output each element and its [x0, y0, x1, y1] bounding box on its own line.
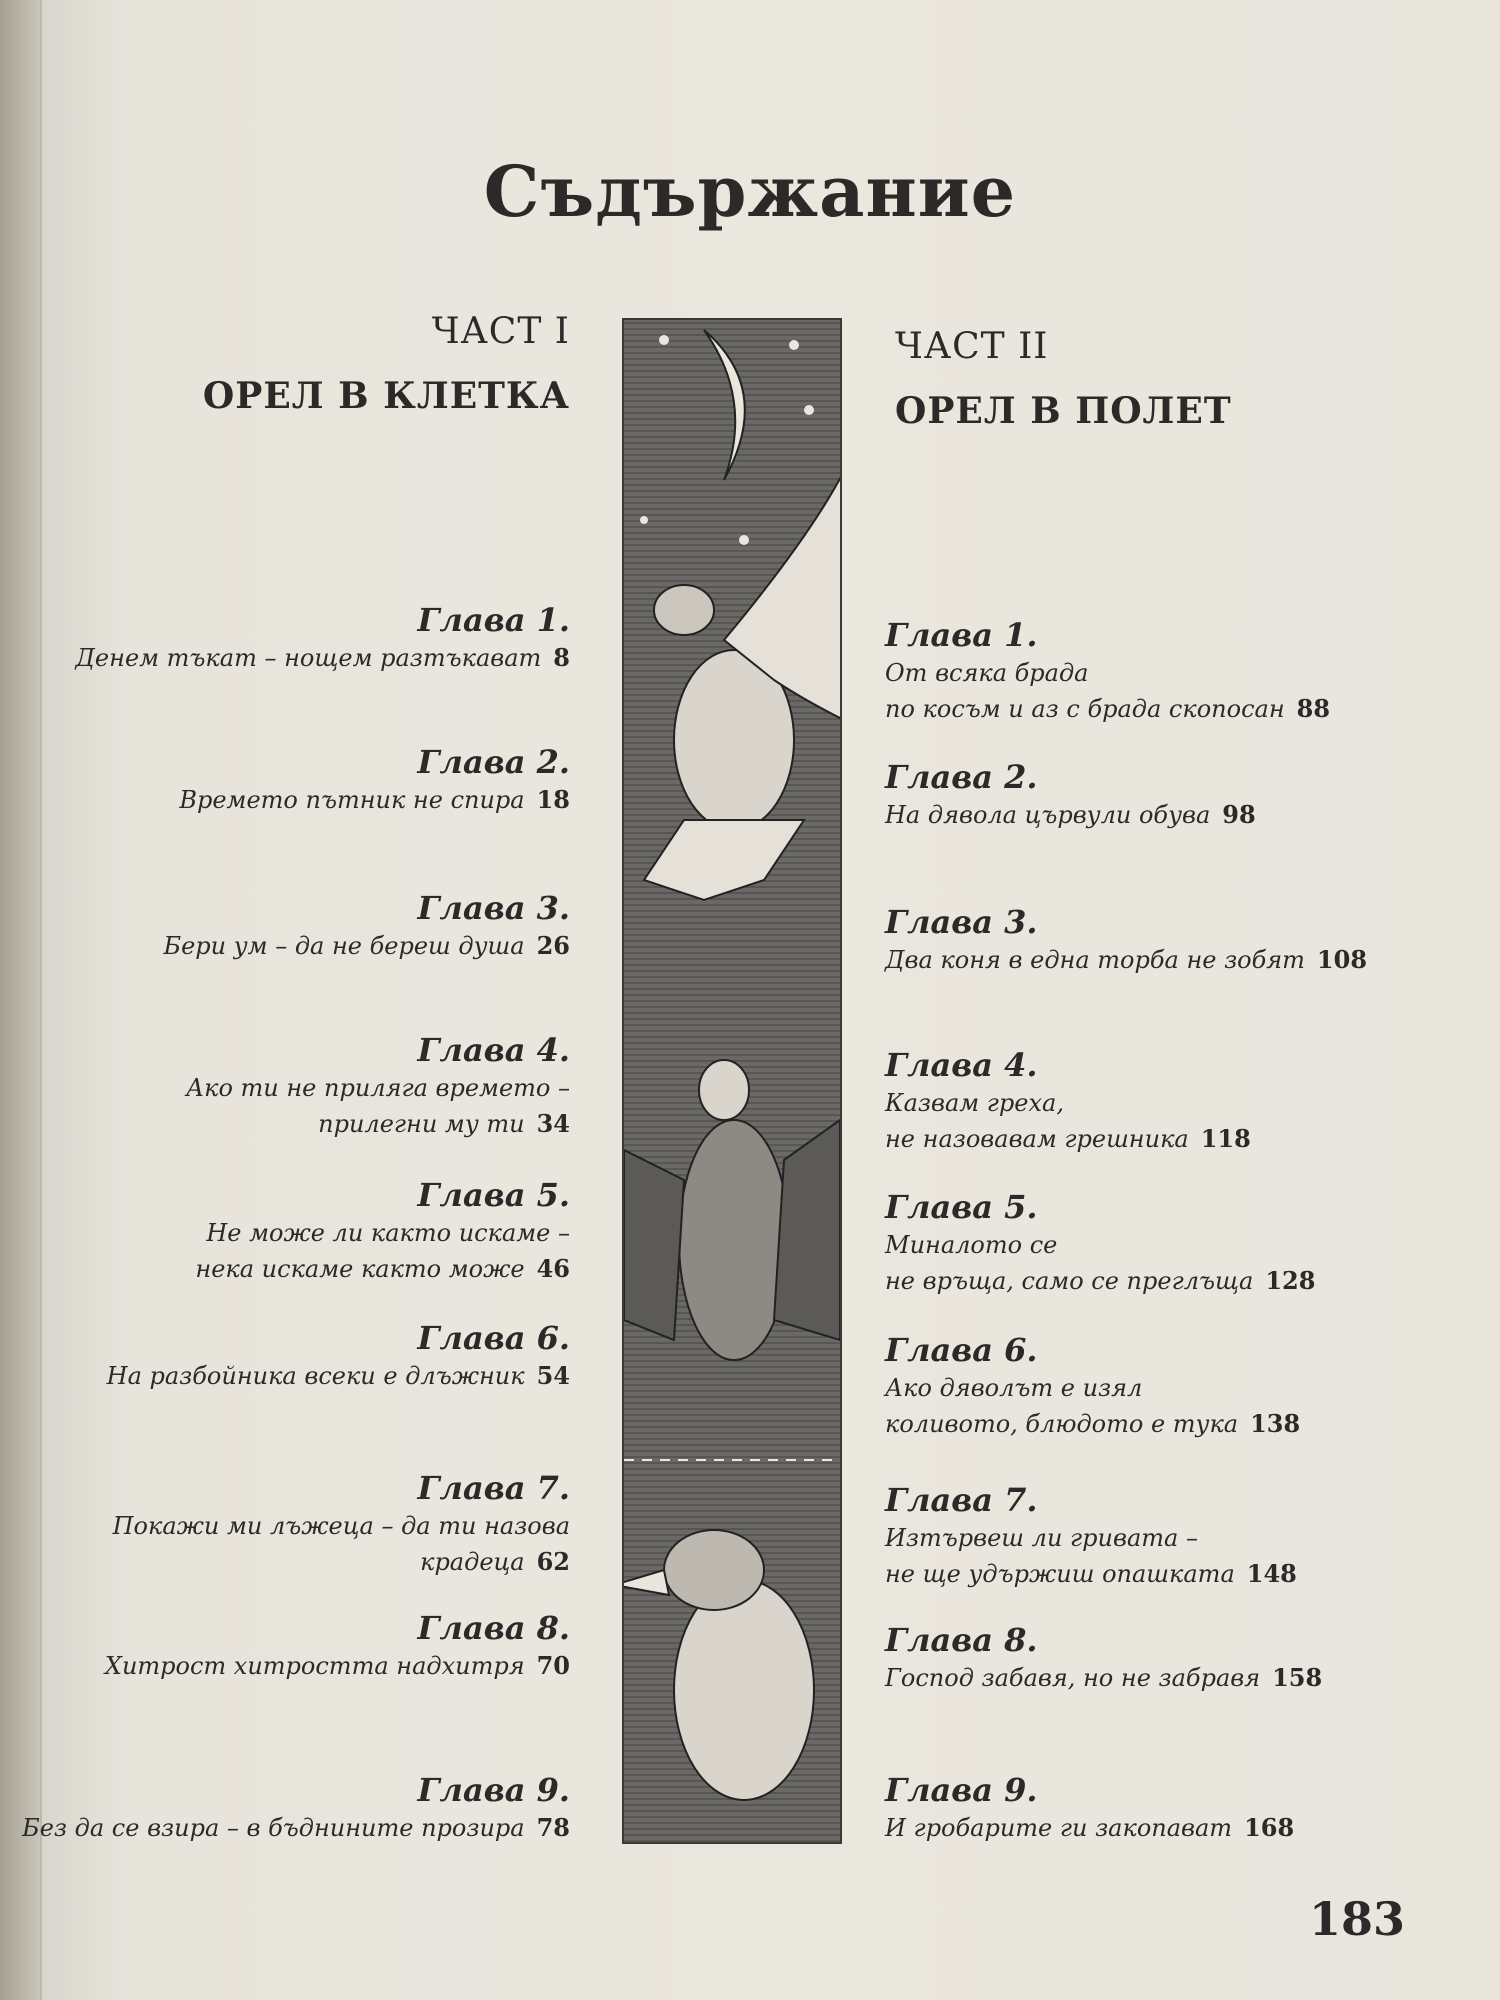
chapter-page-number: 168: [1244, 1813, 1295, 1842]
chapter-title-text: Времето пътник не спира: [179, 786, 525, 814]
right-chapter-entry: [885, 902, 1367, 978]
part-1-name: ОРЕЛ В КЛЕТКА: [202, 375, 570, 417]
chapter-label: Глава 1.: [885, 616, 1038, 654]
chapter-title-line: [75, 640, 570, 676]
chapter-title-line: [107, 1358, 570, 1394]
chapter-page-number: 18: [536, 785, 570, 814]
chapter-title-line: [885, 1121, 1251, 1157]
chapter-title-text: Без да се взира – в бъднините прозира: [22, 1814, 525, 1842]
chapter-label: Глава 7.: [885, 1481, 1038, 1519]
chapter-title-text: На разбойника всеки е длъжник: [106, 1362, 525, 1390]
chapter-label: Глава 8.: [885, 1621, 1038, 1659]
chapter-label: Глава 4.: [885, 1046, 1038, 1084]
left-chapter-entry: [195, 1175, 570, 1287]
chapter-title-text: Покажи ми лъжеца – да ти назова: [112, 1512, 570, 1540]
chapter-title-line: [186, 1106, 570, 1142]
part-1-heading: [203, 300, 570, 428]
left-chapter-entry: [179, 742, 570, 818]
right-chapter-entry: [885, 1330, 1300, 1442]
left-chapter-entry: [163, 888, 570, 964]
chapter-title-text: крадеца: [420, 1548, 525, 1576]
left-chapter-entry: [75, 600, 570, 676]
chapter-title-text: Денем тъкат – нощем разтъкават: [75, 644, 542, 672]
chapter-title-line: [885, 691, 1330, 727]
chapter-page-number: 108: [1316, 945, 1368, 974]
part-2-name: ОРЕЛ В ПОЛЕТ: [895, 390, 1232, 432]
chapter-title-line: [885, 1263, 1315, 1299]
chapter-title-text: не ще удържиш опашката: [885, 1560, 1235, 1588]
left-chapter-entry: [107, 1318, 570, 1394]
chapter-label: Глава 5.: [885, 1188, 1038, 1226]
chapter-title-line: [195, 1251, 570, 1287]
chapter-title-line: [885, 1660, 1322, 1696]
chapter-label: Глава 1.: [417, 601, 570, 639]
chapter-page-number: 46: [536, 1254, 570, 1283]
chapter-page-number: 148: [1246, 1559, 1297, 1588]
page-title: Съдържание: [483, 150, 1017, 233]
chapter-title-text: Изтървеш ли гривата –: [885, 1524, 1198, 1552]
chapter-title-text: Два коня в една торба не зобят: [885, 946, 1305, 974]
chapter-title-line: [885, 1227, 1315, 1263]
page-number: 183: [1308, 1892, 1405, 1946]
part-2-heading: [895, 315, 1232, 443]
chapter-page-number: 118: [1200, 1124, 1251, 1153]
chapter-title-text: не връща, само се преглъща: [885, 1267, 1254, 1295]
chapter-title-text: по косъм и аз с брада скопосан: [885, 695, 1285, 723]
chapter-page-number: 98: [1222, 800, 1256, 829]
chapter-title-text: не назовавам грешника: [885, 1125, 1189, 1153]
chapter-title-text: коливото, блюдото е тука: [885, 1410, 1239, 1438]
chapter-title-text: И гробарите ги закопават: [885, 1814, 1233, 1842]
chapter-title-text: От всяка брада: [885, 659, 1089, 687]
chapter-title-line: [885, 1406, 1300, 1442]
chapter-page-number: 62: [536, 1547, 570, 1576]
chapter-label: Глава 4.: [417, 1031, 570, 1069]
chapter-page-number: 158: [1272, 1663, 1323, 1692]
right-chapter-entry: [885, 757, 1256, 833]
chapter-title-line: [885, 1085, 1251, 1121]
chapter-title-line: [885, 1370, 1300, 1406]
left-chapter-entry: [105, 1608, 570, 1684]
chapter-page-number: 88: [1296, 694, 1331, 723]
chapter-page-number: 26: [536, 931, 570, 960]
chapter-title-line: [885, 655, 1330, 691]
chapter-title-text: Бери ум – да не береш душа: [163, 932, 525, 960]
chapter-title-line: [22, 1810, 570, 1846]
right-chapter-entry: [885, 1620, 1322, 1696]
chapter-page-number: 138: [1250, 1409, 1301, 1438]
chapter-page-number: 78: [536, 1813, 570, 1842]
chapter-label: Глава 5.: [417, 1176, 570, 1214]
chapter-page-number: 70: [536, 1651, 570, 1680]
chapter-label: Глава 9.: [417, 1771, 570, 1809]
chapter-label: Глава 9.: [885, 1771, 1038, 1809]
chapter-page-number: 54: [536, 1361, 570, 1390]
right-chapter-entry: [885, 1480, 1297, 1592]
page-edge: [0, 0, 40, 2000]
chapter-title-text: Казвам греха,: [885, 1089, 1064, 1117]
chapter-title-line: [113, 1508, 570, 1544]
chapter-title-line: [163, 928, 570, 964]
part-2-label: ЧАСТ II: [895, 326, 1049, 367]
right-chapter-entry: [885, 1187, 1315, 1299]
left-chapter-entry: [22, 1770, 570, 1846]
right-chapter-entry: [885, 1770, 1294, 1846]
chapter-title-line: [885, 797, 1256, 833]
chapter-title-text: Ако дяволът е изял: [885, 1374, 1143, 1402]
chapter-title-line: [885, 1520, 1297, 1556]
chapter-page-number: 128: [1265, 1266, 1316, 1295]
chapter-label: Глава 7.: [417, 1469, 570, 1507]
chapter-title-text: Миналото се: [885, 1231, 1058, 1259]
part-1-label: ЧАСТ I: [431, 311, 570, 352]
chapter-title-line: [885, 1810, 1294, 1846]
chapter-label: Глава 8.: [417, 1609, 570, 1647]
chapter-page-number: 34: [536, 1109, 570, 1138]
chapter-title-text: прилегни му ти: [318, 1110, 525, 1138]
chapter-title-line: [179, 782, 570, 818]
chapter-label: Глава 2.: [885, 758, 1038, 796]
chapter-title-text: Хитрост хитростта надхитря: [104, 1652, 525, 1680]
chapter-label: Глава 6.: [885, 1331, 1038, 1369]
chapter-title-text: Ако ти не приляга времето –: [185, 1074, 570, 1102]
chapter-label: Глава 6.: [417, 1319, 570, 1357]
left-chapter-entry: [186, 1030, 570, 1142]
chapter-label: Глава 3.: [417, 889, 570, 927]
left-chapter-entry: [113, 1468, 570, 1580]
eagle-illustration: [622, 318, 842, 1844]
chapter-title-line: [186, 1070, 570, 1106]
chapter-title-text: Господ забавя, но не забравя: [885, 1664, 1261, 1692]
chapter-title-line: [195, 1215, 570, 1251]
chapter-title-line: [105, 1648, 570, 1684]
chapter-title-line: [885, 942, 1367, 978]
chapter-title-line: [113, 1544, 570, 1580]
chapter-title-text: нека искаме както може: [195, 1255, 525, 1283]
chapter-page-number: 8: [553, 643, 570, 672]
right-chapter-entry: [885, 615, 1330, 727]
chapter-title-text: На дявола цървули обува: [885, 801, 1211, 829]
chapter-label: Глава 2.: [417, 743, 570, 781]
chapter-title-line: [885, 1556, 1297, 1592]
chapter-title-text: Не може ли както искаме –: [206, 1219, 570, 1247]
chapter-label: Глава 3.: [885, 903, 1038, 941]
right-chapter-entry: [885, 1045, 1251, 1157]
